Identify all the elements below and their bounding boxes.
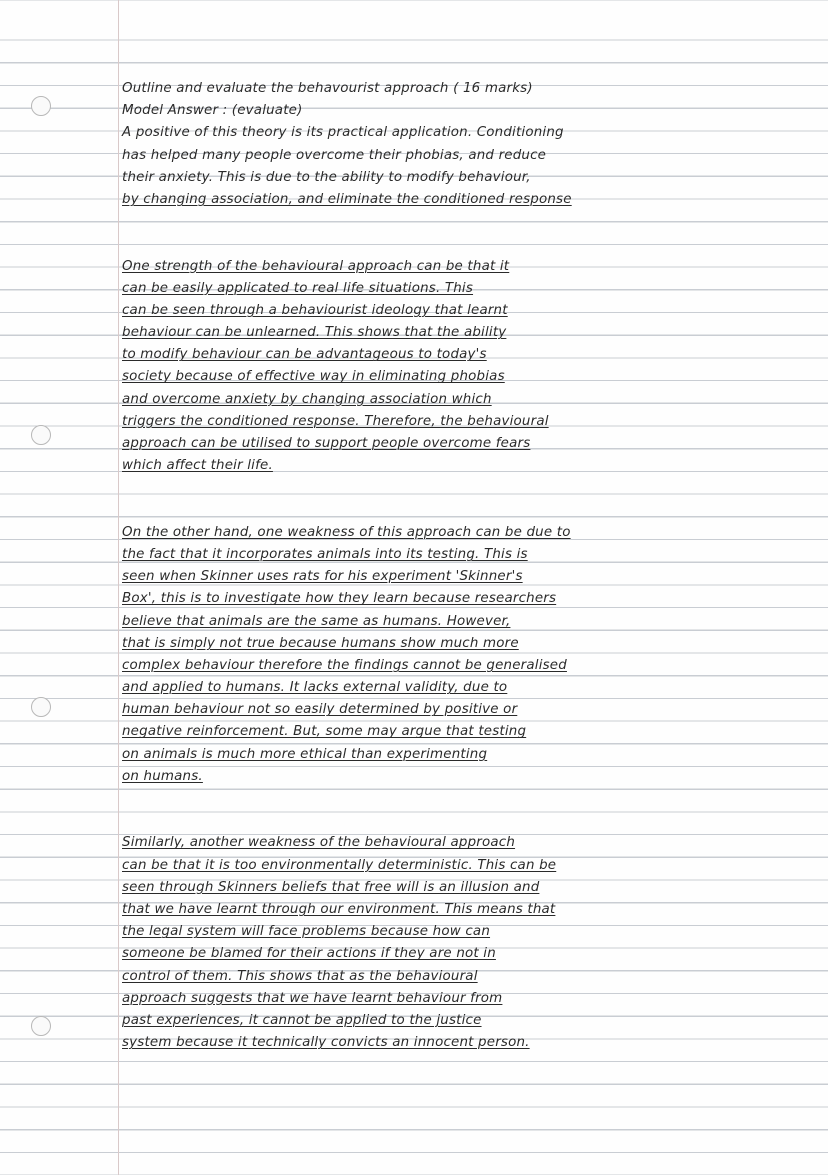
text-line: that we have learnt through our environment. This means that bbox=[122, 901, 556, 917]
essay-subtitle: Model Answer : (evaluate) bbox=[122, 103, 303, 119]
text-line: control of them. This shows that as the behavioural bbox=[122, 968, 478, 984]
text-line: A positive of this theory is its practical application. Conditioning bbox=[122, 125, 564, 141]
text-line: the legal system will face problems because how can bbox=[122, 924, 491, 940]
punch-hole bbox=[31, 425, 51, 445]
text-line: on humans. bbox=[122, 768, 203, 784]
text-line: Similarly, another weakness of the behavioural approach bbox=[122, 835, 516, 851]
punch-hole bbox=[31, 1016, 51, 1036]
text-line: the fact that it incorporates animals into its testing. This is bbox=[122, 546, 528, 562]
text-line: their anxiety. This is due to the ability to modify behaviour, bbox=[122, 169, 531, 185]
text-line: seen through Skinners beliefs that free will is an illusion and bbox=[122, 879, 540, 895]
text-line: which affect their life. bbox=[122, 458, 273, 474]
text-line: Box', this is to investigate how they learn because researchers bbox=[122, 591, 557, 607]
text-line: that is simply not true because humans show much more bbox=[122, 635, 519, 651]
text-line: someone be blamed for their actions if they are not in bbox=[122, 946, 496, 962]
text-line: to modify behaviour can be advantageous to today's bbox=[122, 347, 487, 363]
paragraph-practical-application bbox=[122, 122, 794, 211]
paragraph-weakness-animals bbox=[122, 522, 794, 788]
text-line: society because of effective way in eliminating phobias bbox=[122, 369, 505, 385]
text-line: can be easily applicated to real life situations. This bbox=[122, 280, 474, 296]
text-line: on animals is much more ethical than experimenting bbox=[122, 746, 488, 762]
punch-hole bbox=[31, 96, 51, 116]
punch-hole bbox=[31, 697, 51, 717]
text-line: system because it technically convicts an innocent person. bbox=[122, 1035, 530, 1051]
text-line: behaviour can be unlearned. This shows that the ability bbox=[122, 325, 507, 341]
text-line: approach suggests that we have learnt behaviour from bbox=[122, 990, 503, 1006]
margin-line bbox=[118, 0, 119, 1175]
text-line: One strength of the behavioural approach can be that it bbox=[122, 258, 510, 274]
text-line: On the other hand, one weakness of this approach can be due to bbox=[122, 524, 571, 540]
essay-title: Outline and evaluate the behavourist approach ( 16 marks) bbox=[122, 81, 533, 96]
text-line: negative reinforcement. But, some may argue that testing bbox=[122, 724, 527, 740]
text-line: triggers the conditioned response. Therefore, the behavioural bbox=[122, 413, 549, 429]
text-line: and applied to humans. It lacks external validity, due to bbox=[122, 680, 508, 696]
text-line: and overcome anxiety by changing association which bbox=[122, 391, 492, 407]
text-line: complex behaviour therefore the findings cannot be generalised bbox=[122, 657, 567, 673]
text-line: seen when Skinner uses rats for his experiment 'Skinner's bbox=[122, 569, 523, 585]
text-line: human behaviour not so easily determined by positive or bbox=[122, 702, 518, 718]
paragraph-weakness-determinism bbox=[122, 832, 794, 1054]
text-line: past experiences, it cannot be applied to the justice bbox=[122, 1012, 482, 1028]
essay-text bbox=[122, 78, 794, 1076]
text-line: by changing association, and eliminate the conditioned response bbox=[122, 191, 572, 207]
paragraph-strength bbox=[122, 256, 794, 478]
text-line: can be seen through a behaviourist ideology that learnt bbox=[122, 302, 508, 318]
text-line: approach can be utilised to support people overcome fears bbox=[122, 436, 531, 452]
text-line: can be that it is too environmentally deterministic. This can be bbox=[122, 857, 557, 873]
text-line: has helped many people overcome their phobias, and reduce bbox=[122, 147, 547, 163]
text-line: believe that animals are the same as humans. However, bbox=[122, 613, 511, 629]
